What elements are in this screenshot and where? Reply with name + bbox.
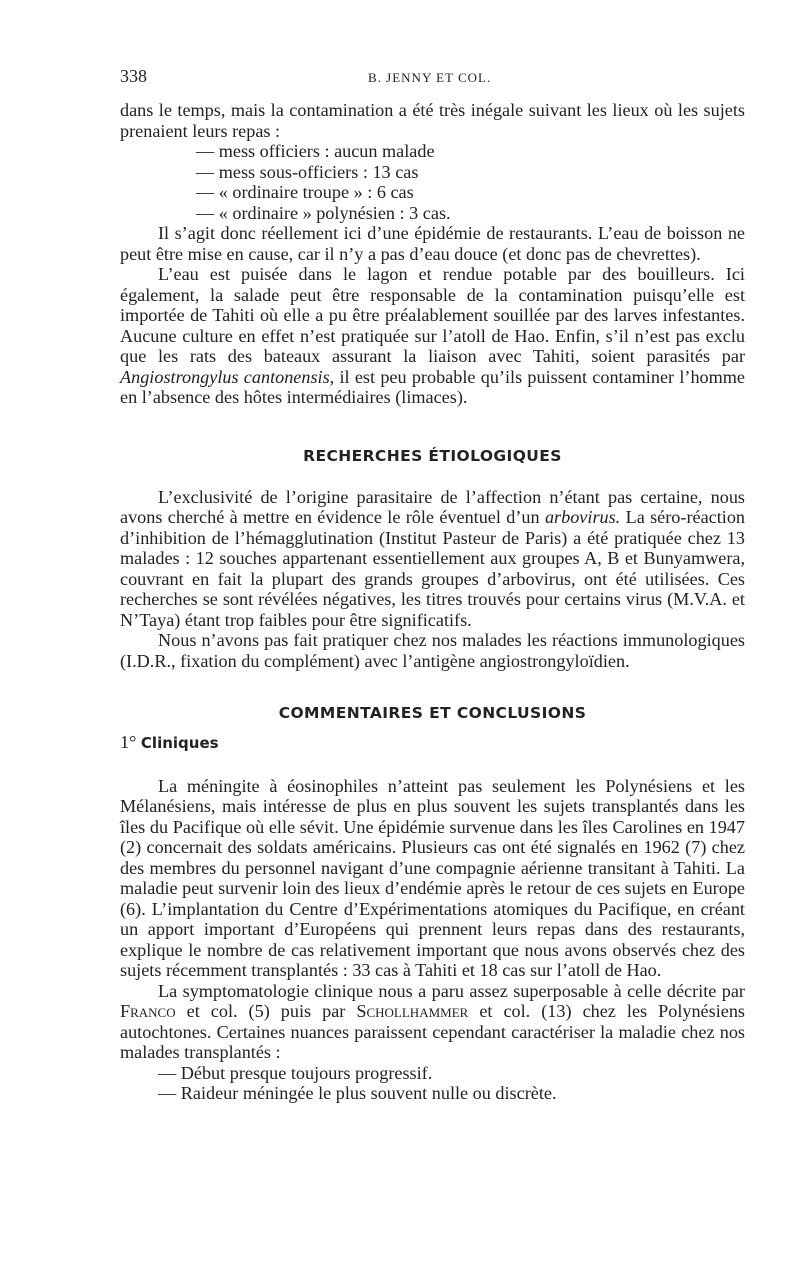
paragraph-5: Nous n’avons pas fait pratiquer chez nos malades les réactions immunologiques (I.D.R., fixation du complément) avec l’antigène angiostrongyloïdien. xyxy=(120,630,745,671)
paragraph-4-text-b: La séro-réaction d’inhibition de l’hémagglutination (Institut Pasteur de Paris) a été pratiquée chez 13 malades : 12 souches appartenant essentiellement aux groupes A, B et Bunyamwera, couvrant en fait la plupart des grands groupes d’arbovirus, ont été utilisées. Ces recherches se sont révélées négatives, les titres trouvés pour certains virus (M.V.A. et N’Taya) étant trop faibles pour être significatifs. xyxy=(120,507,746,630)
paragraph-2: Il s’agit donc réellement ici d’une épidémie de restaurants. L’eau de boisson ne peut être mise en cause, car il n’y a pas d’eau douce (et donc pas de chevrettes). xyxy=(120,223,745,264)
author-franco: Franco xyxy=(120,1001,176,1021)
list-item: — Début presque toujours progressif. xyxy=(158,1062,433,1083)
subheading-number: 1° xyxy=(120,732,137,752)
paragraph-7-text-b: et col. (5) puis par xyxy=(186,1001,346,1021)
paragraph-1: dans le temps, mais la contamination a été très inégale suivant les lieux où les sujets prenaient leurs repas : xyxy=(120,100,745,141)
paragraph-3 xyxy=(120,264,745,408)
arbovirus-term: arbovirus. xyxy=(544,507,621,527)
paragraph-7 xyxy=(120,981,745,1063)
paragraph-4-text-a: L’exclusivité de l’origine parasitaire de l’affection n’étant pas certaine, nous avons cherché à mettre en évidence le rôle éventuel d’un xyxy=(120,486,745,527)
restaurant-cases-list xyxy=(120,141,745,223)
paragraph-3-text-a: L’eau est puisée dans le lagon et rendue potable par des bouilleurs. Ici également, la salade peut être responsable de la contamination puisqu’elle est importée de Tahiti où elle a pu être préalablement souillée par des larves infestantes. Aucune culture en effet n’est pratiquée sur l’atoll de Hao. Enfin, s’il n’est pas exclu que les rats des bateaux assurant la liaison avec Tahiti, soient parasités par xyxy=(120,264,745,366)
symptom-list xyxy=(120,1063,745,1104)
paragraph-6: La méningite à éosinophiles n’atteint pas seulement les Polynésiens et les Mélanésiens, mais intéresse de plus en plus souvent les sujets transplantés dans les îles du Pacifique où elle sévit. Une épidémie survenue dans les îles Carolines en 1947 (2) concernait des soldats américains. Plusieurs cas ont été signalés en 1962 (7) chez des membres du personnel navigant d’une compagnie aérienne transitant à Tahiti. La maladie peut survenir loin des lieux d’endémie après le retour de ces sujets en Europe (6). L’implantation du Centre d’Expérimentations atomiques du Pacifique, en créant un apport important d’Européens qui prennent leurs repas dans des restaurants, explique le nombre de cas relativement important que nous avons observés chez des sujets récemment transplantés : 33 cas à Tahiti et 18 cas sur l’atoll de Hao. xyxy=(120,775,745,980)
list-item: — mess officiers : aucun malade xyxy=(196,141,435,161)
section-title-conclusions: COMMENTAIRES ET CONCLUSIONS xyxy=(278,704,587,722)
paragraph-7-text-c: et col. (13) chez les Polynésiens autochtones. Certaines nuances paraissent cependant caractériser la maladie chez nos malades transplantés : xyxy=(120,1001,746,1062)
list-item: — mess sous-officiers : 13 cas xyxy=(196,161,419,182)
page-header xyxy=(120,66,745,100)
page-number: 338 xyxy=(120,66,147,86)
paragraph-3-text-b: il est peu probable qu’ils puissent contaminer l’homme en l’absence des hôtes intermédiaires (limaces). xyxy=(120,366,746,407)
paragraph-7-text-a: La symptomatologie clinique nous a paru assez superposable à celle décrite par xyxy=(158,980,745,1001)
paragraph-4 xyxy=(120,487,745,631)
list-item: — « ordinaire troupe » : 6 cas xyxy=(196,182,414,202)
species-name: Angiostrongylus cantonensis, xyxy=(120,366,335,387)
document-page xyxy=(120,66,745,1104)
subheading-cliniques xyxy=(120,732,745,754)
running-head: B. JENNY ET COL. xyxy=(368,70,492,85)
list-item: — Raideur méningée le plus souvent nulle ou discrète. xyxy=(158,1083,557,1103)
list-item: — « ordinaire » polynésien : 3 cas. xyxy=(196,202,451,223)
section-title-etiologiques: RECHERCHES ÉTIOLOGIQUES xyxy=(303,446,562,465)
author-schollhammer: Schollhammer xyxy=(356,1001,469,1021)
subheading-title: Cliniques xyxy=(140,734,219,752)
